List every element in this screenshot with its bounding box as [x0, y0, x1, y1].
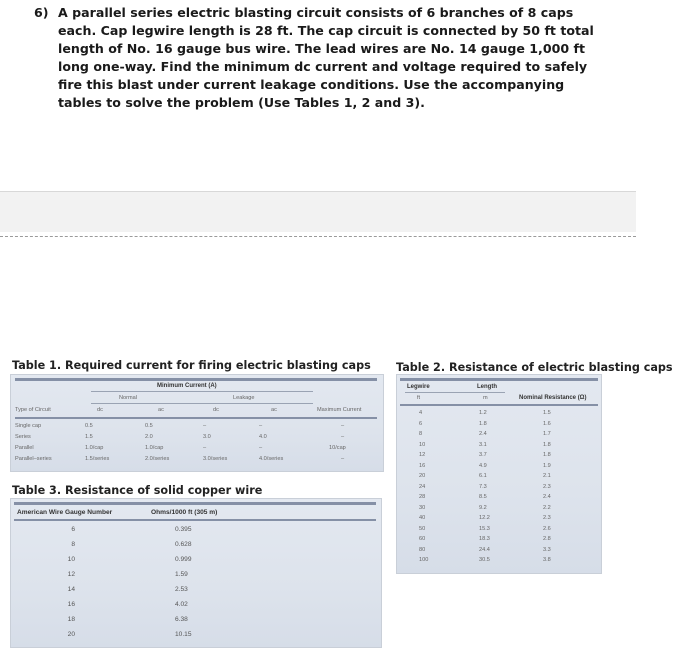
- problem-text: A parallel series electric blasting circuit consists of 6 branches of 8 caps each. Cap legwire length is 28 ft. The cap circuit is connected by 50 ft total length of No. 16 gauge bus wire. The lead wires are No. 14 gauge 1,000 ft long one-way. Find the minimum dc current and voltage required to safely fire this blast under current leakage conditions. Use the accompanying tables to solve the problem (Use Tables 1, 2 and 3).: [58, 5, 594, 110]
- table2-resistance-cell: 2.3: [543, 483, 551, 490]
- table1-rule: [91, 403, 313, 404]
- table1-cell: –: [203, 445, 207, 451]
- table3-top-band: [14, 502, 376, 505]
- table2-resistance-cell: 3.8: [543, 557, 551, 563]
- table2-top-band: [400, 378, 598, 381]
- table3-header-band: [14, 519, 376, 521]
- table1-cell: –: [341, 456, 345, 462]
- table2-image: [396, 374, 602, 574]
- problem-number: 6): [34, 5, 49, 20]
- table1-subheader: dc: [213, 407, 219, 413]
- dashed-divider: [0, 236, 636, 237]
- table3-gauge-cell: 8: [71, 541, 75, 548]
- table1-cell: –: [259, 445, 263, 451]
- table1-cell: 4.0: [259, 434, 267, 440]
- table3-gauge-cell: 20: [67, 631, 75, 638]
- table2-ft-cell: 30: [419, 504, 426, 511]
- table1-max-header: Maximum Current: [317, 407, 362, 413]
- table3-ohms-cell: 0.999: [175, 556, 192, 563]
- table2-m-cell: 24.4: [479, 546, 490, 553]
- table1-cell: 4.0/series: [259, 456, 284, 462]
- table2-ft-cell: 12: [419, 452, 426, 458]
- table1-type-header: Type of Circuit: [15, 407, 51, 413]
- table3-ohms-cell: 1.59: [175, 571, 188, 578]
- table2-resistance-cell: 1.6: [543, 420, 551, 427]
- table3-ohms-cell: 6.38: [175, 616, 188, 623]
- table1-cell: 3.0: [203, 434, 211, 440]
- table1-leakage-header: Leakage: [233, 395, 255, 401]
- table2-caption: Table 2. Resistance of electric blasting caps: [396, 361, 673, 374]
- table2-m-cell: 2.4: [479, 431, 487, 437]
- table3-caption: Table 3. Resistance of solid copper wire: [12, 484, 263, 497]
- table3-gauge-cell: 16: [67, 601, 75, 608]
- table3-ohms-cell: 4.02: [175, 601, 188, 608]
- table2-ft-cell: 100: [419, 557, 429, 563]
- table2-resistance-cell: 1.5: [543, 410, 551, 416]
- table2-rule: [405, 392, 505, 393]
- table2-legwire-header: Legwire: [407, 384, 430, 390]
- table3-ohms-cell: 2.53: [175, 586, 188, 593]
- table2-m-cell: 30.5: [479, 557, 490, 563]
- table2-ft-cell: 24: [419, 483, 426, 490]
- table3-gauge-header: American Wire Gauge Number: [17, 509, 113, 516]
- table3-gauge-cell: 12: [67, 571, 75, 578]
- table1-cell: 0.5: [85, 423, 93, 429]
- table2-m-cell: 18.3: [479, 536, 490, 542]
- table2-ft-header: ft: [417, 395, 421, 401]
- table1-cell: 1.5: [85, 434, 93, 440]
- table3-gauge-cell: 10: [67, 556, 75, 563]
- table2-ft-cell: 50: [419, 525, 426, 532]
- table2-m-cell: 9.2: [479, 504, 487, 511]
- table2-resistance-header: Nominal Resistance (Ω): [519, 395, 587, 401]
- answer-band: [0, 191, 636, 232]
- table1-cell: 1.0/cap: [85, 445, 104, 451]
- table1-cell: –: [259, 423, 263, 429]
- table1-image: [10, 374, 384, 472]
- table2-ft-cell: 40: [419, 515, 426, 521]
- table1-cell: 3.0/series: [203, 456, 228, 462]
- table1-cell: 10/cap: [329, 445, 346, 451]
- table1-type-cell: Single cap: [15, 423, 42, 429]
- table3-gauge-cell: 18: [67, 616, 75, 623]
- table3-ohms-cell: 0.395: [175, 526, 192, 533]
- table2-header-band: [400, 404, 598, 406]
- table1-subheader: dc: [97, 407, 103, 413]
- table2-resistance-cell: 2.3: [543, 515, 551, 521]
- table1-subheader: ac: [271, 407, 277, 413]
- table1-normal-header: Normal: [119, 395, 138, 401]
- table2-ft-cell: 60: [419, 536, 426, 542]
- table3-ohms-cell: 10.15: [175, 631, 192, 638]
- table2-resistance-cell: 1.8: [543, 441, 551, 448]
- table2-resistance-cell: 2.1: [543, 473, 551, 479]
- table2-m-cell: 8.5: [479, 494, 487, 500]
- table2-resistance-cell: 3.3: [543, 546, 551, 553]
- table3-image: [10, 498, 382, 648]
- table1-group-header: Minimum Current (A): [157, 383, 217, 389]
- table1-cell: –: [341, 434, 345, 440]
- table1-cell: 2.0: [145, 434, 153, 440]
- table2-ft-cell: 4: [419, 410, 423, 416]
- table1-header-band: [15, 417, 377, 419]
- table2-resistance-cell: 2.2: [543, 504, 551, 511]
- table1-rule: [91, 391, 313, 392]
- table2-m-cell: 1.2: [479, 410, 487, 416]
- table2-resistance-cell: 2.6: [543, 525, 551, 532]
- table1-type-cell: Parallel–series: [15, 456, 52, 462]
- table2-resistance-cell: 1.8: [543, 452, 551, 458]
- table1-cell: 1.5/series: [85, 456, 110, 462]
- table1-type-cell: Parallel: [15, 445, 34, 451]
- table2-m-cell: 7.3: [479, 483, 487, 490]
- table1-cell: 0.5: [145, 423, 153, 429]
- table1-type-cell: Series: [15, 434, 31, 440]
- table2-ft-cell: 6: [419, 420, 423, 427]
- table2-m-cell: 3.7: [479, 452, 487, 458]
- table2-m-cell: 12.2: [479, 515, 490, 521]
- table2-length-header: Length: [477, 384, 497, 390]
- table2-ft-cell: 28: [419, 494, 426, 500]
- table2-ft-cell: 8: [419, 431, 423, 437]
- table2-ft-cell: 10: [419, 441, 426, 448]
- table3-ohms-cell: 0.628: [175, 541, 192, 548]
- table2-m-cell: 6.1: [479, 473, 487, 479]
- table2-m-cell: 3.1: [479, 441, 487, 448]
- table2-m-header: m: [483, 395, 488, 401]
- table1-cell: 1.0/cap: [145, 445, 164, 451]
- table1-top-band: [15, 378, 377, 381]
- table2-ft-cell: 16: [419, 462, 426, 469]
- table1-subheader: ac: [158, 407, 164, 413]
- table1-cell: 2.0/series: [145, 456, 170, 462]
- table3-gauge-cell: 6: [71, 526, 75, 533]
- table1-cell: –: [341, 423, 345, 429]
- table2-resistance-cell: 2.8: [543, 536, 551, 542]
- table2-resistance-cell: 2.4: [543, 494, 551, 500]
- table2-resistance-cell: 1.7: [543, 431, 551, 437]
- table2-ft-cell: 20: [419, 473, 426, 479]
- table2-resistance-cell: 1.9: [543, 462, 551, 469]
- table1-caption: Table 1. Required current for firing electric blasting caps: [12, 359, 371, 372]
- table2-m-cell: 1.8: [479, 420, 487, 427]
- table3-ohms-header: Ohms/1000 ft (305 m): [151, 509, 218, 516]
- table2-m-cell: 4.9: [479, 462, 487, 469]
- table1-cell: –: [203, 423, 207, 429]
- table3-gauge-cell: 14: [67, 586, 75, 593]
- table2-ft-cell: 80: [419, 546, 426, 553]
- table2-m-cell: 15.3: [479, 525, 490, 532]
